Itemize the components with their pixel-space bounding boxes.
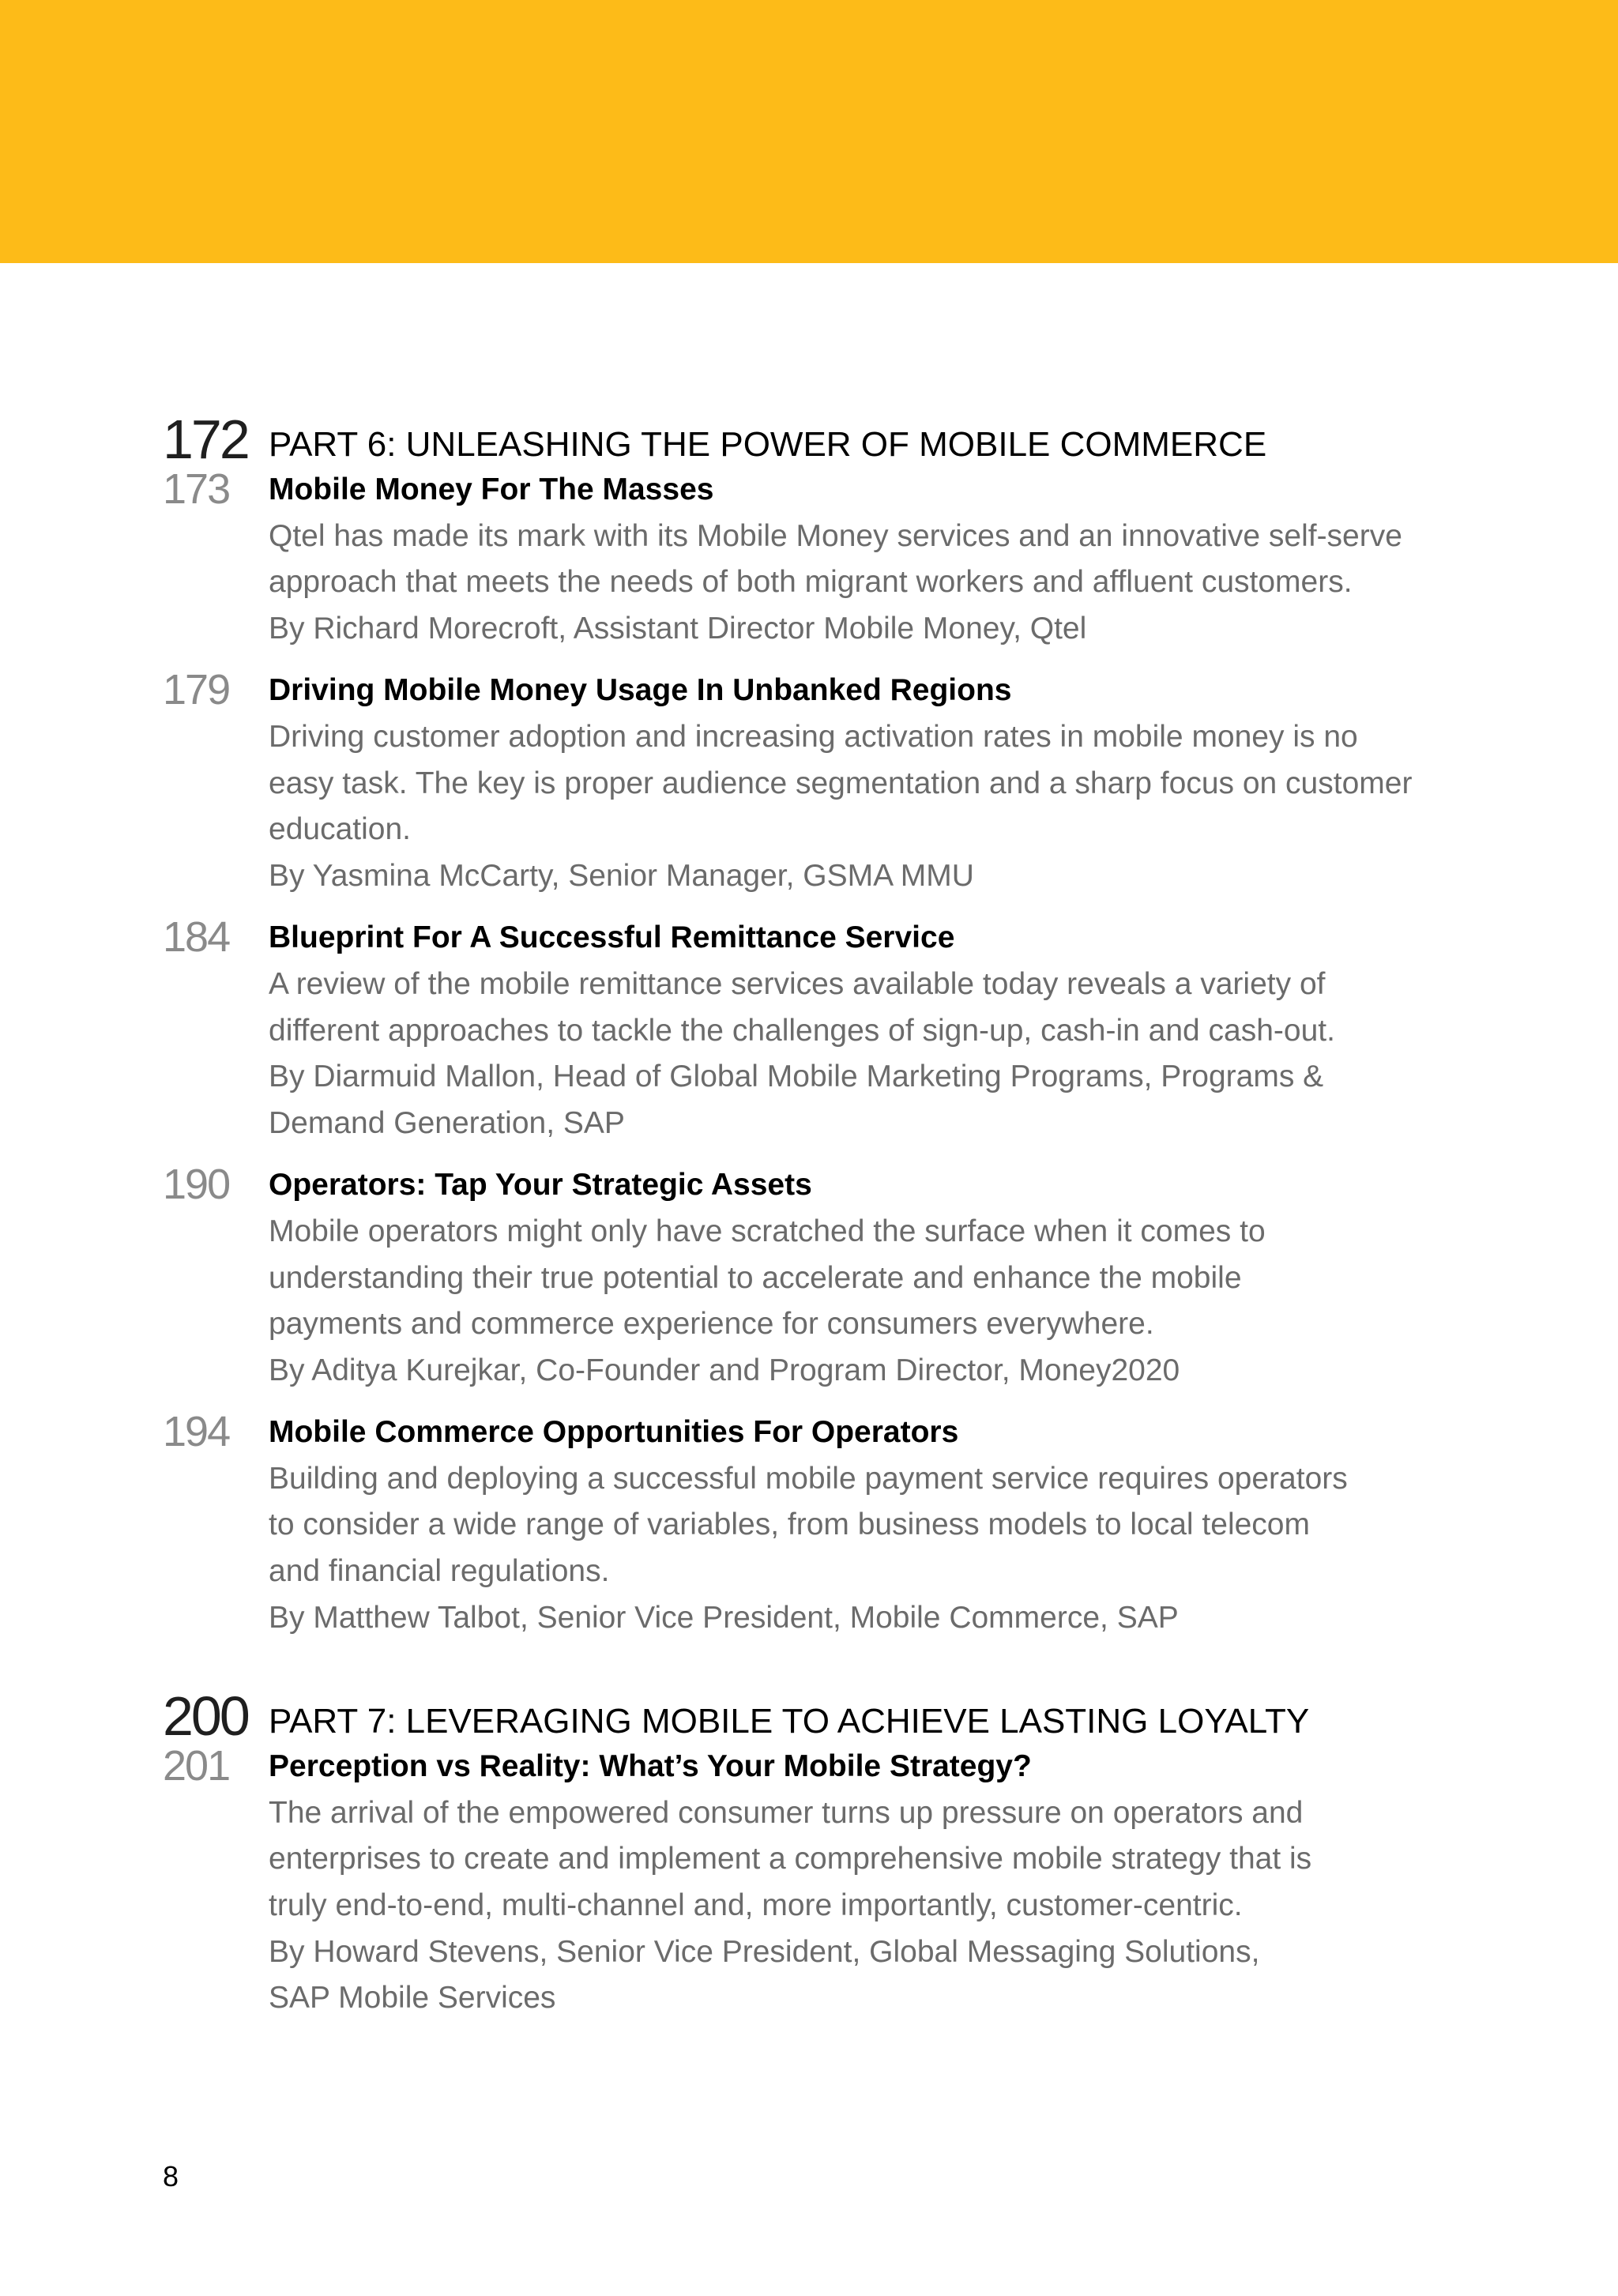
entry-summary-line: The arrival of the empowered consumer turns up pressure on operators and xyxy=(269,1795,1304,1830)
entry-summary-line: truly end-to-end, multi-channel and, more importantly, customer-centric. xyxy=(269,1888,1243,1923)
toc-entry[interactable] xyxy=(163,915,1458,1146)
toc-entry[interactable] xyxy=(163,467,1458,652)
entry-summary-line: Driving customer adoption and increasing activation rates in mobile money is no xyxy=(269,719,1358,754)
entry-title: Perception vs Reality: What’s Your Mobile Strategy? xyxy=(269,1749,1032,1784)
entry-title: Blueprint For A Successful Remittance Service xyxy=(269,920,955,955)
entry-summary-line: approach that meets the needs of both migrant workers and affluent customers. xyxy=(269,565,1353,600)
entry-byline: Demand Generation, SAP xyxy=(269,1105,625,1140)
table-of-contents xyxy=(163,407,1458,2022)
entry-page-number: 184 xyxy=(163,913,230,962)
toc-entry[interactable] xyxy=(163,1162,1458,1394)
entry-summary-line: payments and commerce experience for consumers everywhere. xyxy=(269,1307,1154,1342)
entry-page-number: 190 xyxy=(163,1161,230,1209)
entry-title: Mobile Money For The Masses xyxy=(269,472,714,506)
entry-byline: By Yasmina McCarty, Senior Manager, GSMA MMU xyxy=(269,858,974,893)
entry-summary-line: Mobile operators might only have scratched the surface when it comes to xyxy=(269,1214,1266,1248)
entry-byline: By Aditya Kurejkar, Co-Founder and Program Director, Money2020 xyxy=(269,1353,1180,1387)
entry-byline: By Howard Stevens, Senior Vice President, Global Messaging Solutions, xyxy=(269,1934,1260,1969)
entry-byline: SAP Mobile Services xyxy=(269,1981,556,2016)
entry-summary-line: easy task. The key is proper audience segmentation and a sharp focus on customer xyxy=(269,766,1413,800)
entry-summary-line: education. xyxy=(269,812,411,847)
entry-byline: By Diarmuid Mallon, Head of Global Mobile Marketing Programs, Programs & xyxy=(269,1060,1324,1094)
part-page-number: 172 xyxy=(163,408,248,470)
entry-summary-line: Building and deploying a successful mobile payment service requires operators xyxy=(269,1461,1348,1496)
entry-page-number: 201 xyxy=(163,1742,230,1790)
toc-entry[interactable] xyxy=(163,668,1458,899)
entry-byline: By Matthew Talbot, Senior Vice President, Mobile Commerce, SAP xyxy=(269,1600,1179,1635)
entry-byline: By Richard Morecroft, Assistant Director Mobile Money, Qtel xyxy=(269,611,1087,646)
entry-summary-line: and financial regulations. xyxy=(269,1554,610,1589)
entry-page-number: 194 xyxy=(163,1408,230,1456)
entry-summary-line: A review of the mobile remittance services available today reveals a variety of xyxy=(269,966,1326,1001)
part-title: PART 6: UNLEASHING THE POWER OF MOBILE COMMERCE xyxy=(269,425,1267,464)
toc-entry[interactable] xyxy=(163,1744,1458,2022)
part-title: PART 7: LEVERAGING MOBILE TO ACHIEVE LASTING LOYALTY xyxy=(269,1702,1310,1741)
entry-page-number: 173 xyxy=(163,465,230,513)
entry-title: Operators: Tap Your Strategic Assets xyxy=(269,1168,812,1203)
entry-summary-line: Qtel has made its mark with its Mobile Money services and an innovative self-serve xyxy=(269,518,1402,553)
entry-summary-line: different approaches to tackle the challenges of sign-up, cash-in and cash-out. xyxy=(269,1013,1335,1048)
entry-title: Driving Mobile Money Usage In Unbanked Regions xyxy=(269,673,1012,708)
toc-entry[interactable] xyxy=(163,1410,1458,1641)
header-color-band xyxy=(0,0,1618,263)
entry-summary-line: understanding their true potential to accelerate and enhance the mobile xyxy=(269,1260,1242,1295)
entry-title: Mobile Commerce Opportunities For Operators xyxy=(269,1415,959,1450)
entry-summary-line: enterprises to create and implement a comprehensive mobile strategy that is xyxy=(269,1842,1312,1876)
page-number: 8 xyxy=(163,2160,179,2192)
entry-summary-line: to consider a wide range of variables, from business models to local telecom xyxy=(269,1507,1310,1542)
part-page-number: 200 xyxy=(163,1685,248,1748)
entry-page-number: 179 xyxy=(163,666,230,714)
